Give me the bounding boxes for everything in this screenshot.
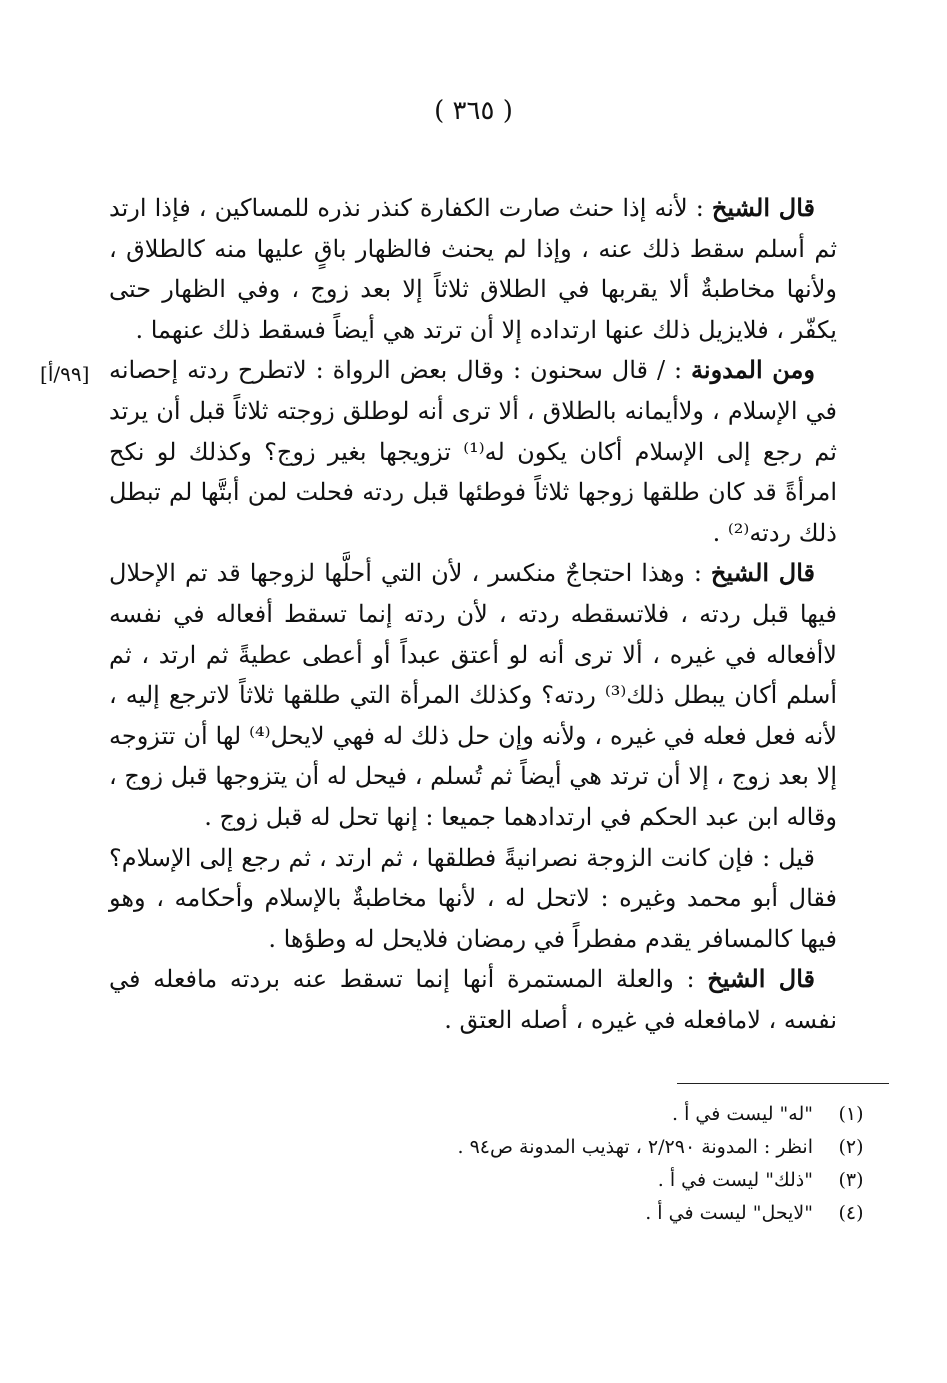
footnote [69,1098,889,1131]
footnote-text: انظر : المدونة ٢/٢٩٠ ، تهذيب المدونة ص٩٤ . [457,1136,813,1158]
page-number: ( ٣٦٥ ) [434,96,513,126]
paragraph-text: : لأنه إذا حنث صارت الكفارة كنذر نذره للمساكين ، فإذا ارتد ثم أسلم سقط ذلك عنه ، وإذا لم يحنث فالظهار باقٍ عليها منه كالطلاق ، ولأنها مخاطبةٌ ألا يقربها في الطلاق ثلاثاً إلا بعد زوج ، وفي الظهار حتى يكفّر ، فلايزيل ذلك عنها ارتداده إلا أن ترتد هي أيضاً فسقط ذلك عنهما . [109,194,837,344]
footnote [69,1197,889,1230]
speaker-label: قال الشيخ [711,193,816,222]
main-text [109,188,837,1040]
paragraph [109,188,837,350]
paragraph-text: : / قال سحنون : وقال بعض الرواة : لاتطرح ردته إحصانه في الإسلام ، ولاأيمانه بالطلاق ، ألا ترى أنه لوطلق زوجته ثلاثاً قبل أن يرتد ثم رجع إلى الإسلام أكان يكون له⁽¹⁾ تزويجها بغير زوج؟ وكذلك لو نكح امرأةً قد كان طلقها زوجها ثلاثاً فوطئها قبل ردته فحلت لمن أبتَّها لم تبطل ذلك ردته⁽²⁾ . [109,356,837,547]
paragraph-text: : وهذا احتجاجٌ منكسر ، لأن التي أحلَّها لزوجها قد تم الإحلال فيها قبل ردته ، فلاتسقطه ردته ، لأن ردته إنما تسقط أفعاله في نفسه لاأفعاله في غيره ، ألا ترى أنه لو أعتق عبداً أو أعطى عطيةً ثم ارتد ، ثم أسلم أكان يبطل ذلك⁽³⁾ ردته؟ وكذلك المرأة التي طلقها ثلاثاً لاترجع إليه ، لأنه فعل فعله في غيره ، ولأنه وإن حل ذلك له فهي لايحل⁽⁴⁾ لها أن تتزوجه إلا بعد زوج ، إلا أن ترتد هي أيضاً ثم تُسلم ، فيحل له أن يتزوجها قبل زوج ، وقاله ابن عبد الحكم في ارتدادهما جميعا : إنها تحل له قبل زوج . [109,559,838,831]
paragraph [109,350,837,553]
margin-folio-reference: [٩٩/أ] [40,362,90,386]
footnote-number: (١) [838,1103,864,1125]
footnote [69,1131,889,1164]
footnote-text: "له" ليست في أ . [672,1103,813,1125]
speaker-label: قال الشيخ [710,558,816,588]
footnote-number: (٣) [838,1169,864,1191]
footnote-text: "لايحل" ليست في أ . [645,1202,813,1224]
paragraph-text: قيل : فإن كانت الزوجة نصرانيةً فطلقها ، ثم ارتد ، ثم رجع إلى الإسلام؟ فقال أبو محمد وغيره : لاتحل له ، لأنها مخاطبةٌ بالإسلام وأحكامه ، وهو فيها كالمسافر يقدم مفطراً في رمضان فلايحل له وطؤها . [109,843,837,953]
footnotes [69,1098,889,1230]
footnote-number: (٢) [838,1136,864,1158]
paragraph [109,959,837,1040]
paragraph-text: : والعلة المستمرة أنها إنما تسقط عنه بردته مافعله في نفسه ، لامافعله في غيره ، أصله العتق . [109,965,837,1034]
paragraph [109,838,837,960]
footnote-text: "ذلك" ليست في أ . [657,1169,813,1191]
footnote-number: (٤) [838,1202,864,1224]
speaker-label: قال الشيخ [707,964,816,994]
footnote [69,1164,889,1197]
footnote-separator [677,1083,889,1084]
speaker-label: ومن المدونة [691,355,816,385]
paragraph [109,553,837,837]
